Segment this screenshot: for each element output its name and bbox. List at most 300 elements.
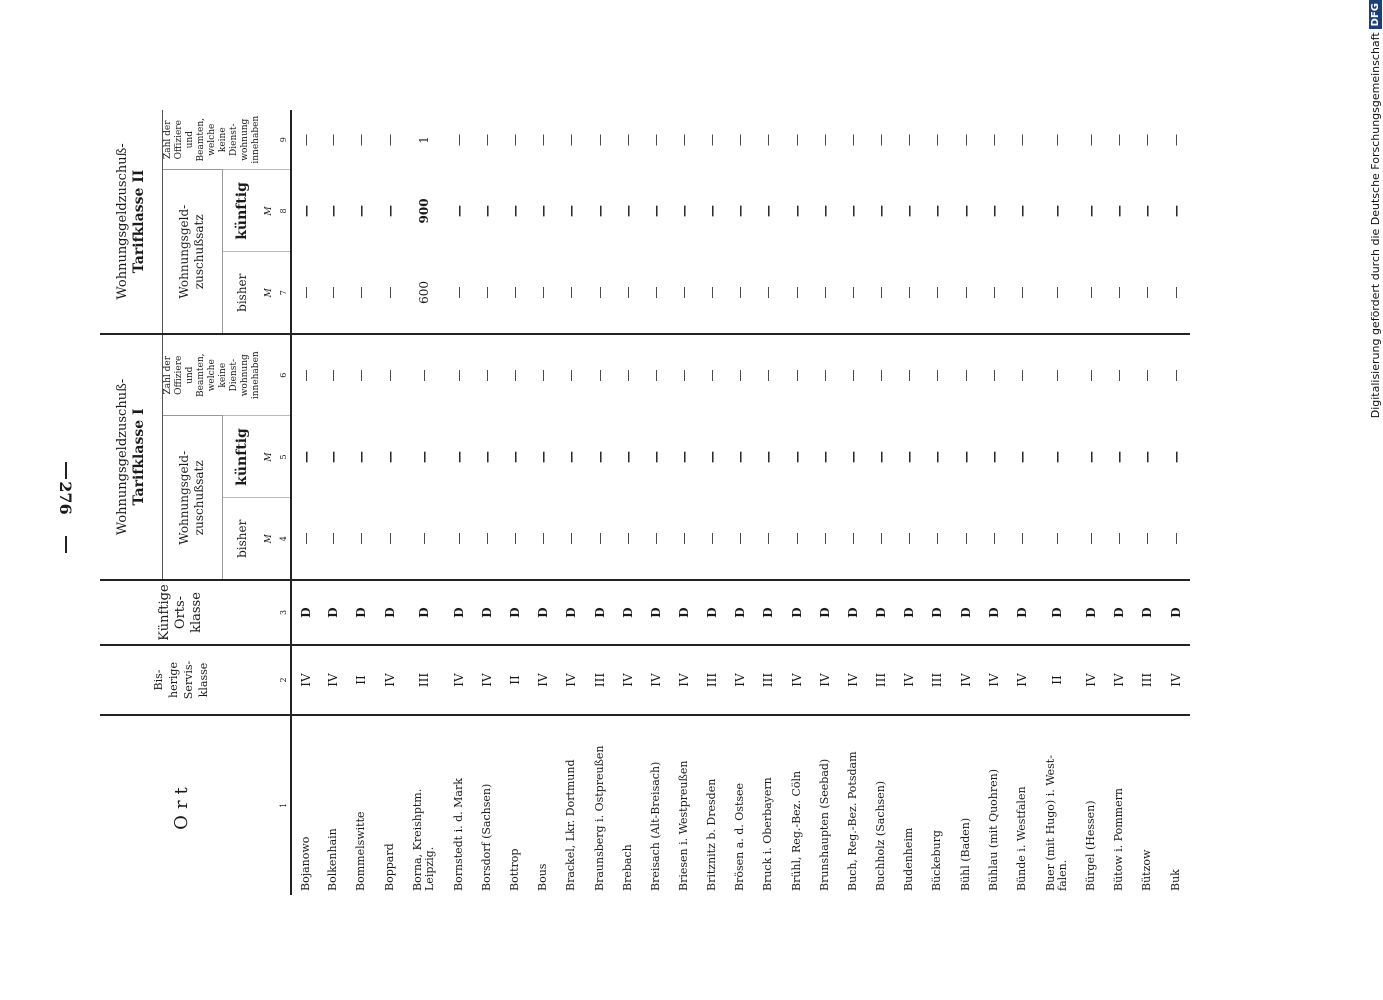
bisherige-servisklasse: IV <box>614 645 642 715</box>
header-tarifklasse-1-class: Tarifklasse I <box>130 408 147 506</box>
bisherige-servisklasse: IV <box>557 645 585 715</box>
header-bisherige-servisklasse: Bis- herige Servis- klasse <box>100 645 262 715</box>
tk1-kuenftig: — <box>479 451 494 463</box>
bisherige-servisklasse: IV <box>952 645 980 715</box>
place-name: Bützow <box>1133 715 1161 895</box>
tk2-zahl: — <box>677 133 692 146</box>
bisherige-servisklasse: IV <box>839 645 867 715</box>
table-row <box>952 110 980 895</box>
bisherige-servisklasse: II <box>1036 645 1077 715</box>
tk2-kuenftig: 900 <box>417 198 432 224</box>
bisherige-servisklasse: III <box>585 645 613 715</box>
table-row <box>839 110 867 895</box>
tk1-bisher: — <box>1168 532 1183 545</box>
tk1-kuenftig: — <box>761 451 776 463</box>
place-name: Braunsberg i. Ostpreußen <box>585 715 613 895</box>
tk2-bisher: — <box>1168 286 1183 299</box>
tk2-zahl: — <box>298 133 313 146</box>
place-name: Buchholz (Sachsen) <box>867 715 895 895</box>
place-name: Bommelswitte <box>347 715 375 895</box>
tk1-kuenftig: — <box>958 451 973 463</box>
header-tarifklasse-1 <box>100 334 162 580</box>
tk2-zahl: — <box>648 133 663 146</box>
tk2-bisher: — <box>845 286 860 299</box>
tk2-bisher: — <box>789 286 804 299</box>
tk2-bisher: — <box>451 286 466 299</box>
tk2-kuenftig: — <box>298 204 313 217</box>
tk2-zahl: — <box>705 133 720 146</box>
table-row <box>1105 110 1133 895</box>
place-name: Buer (mit Hugo) i. West- falen. <box>1036 715 1077 895</box>
tk2-kuenftig: — <box>902 204 917 217</box>
place-name: Borsdorf (Sachsen) <box>473 715 501 895</box>
tk2-kuenftig: — <box>930 204 945 217</box>
place-name: Buch, Reg.-Bez. Potsdam <box>839 715 867 895</box>
tk1-bisher: — <box>874 532 889 545</box>
tk2-bisher: — <box>479 286 494 299</box>
tk2-kuenftig: — <box>1014 204 1029 217</box>
kuenftige-ortsklasse: D <box>1008 580 1036 645</box>
tk2-bisher: — <box>382 286 397 299</box>
tk2-kuenftig: — <box>326 204 341 217</box>
bisherige-servisklasse: IV <box>319 645 347 715</box>
header-kuenftig-2: künftig <box>222 170 262 252</box>
table-row <box>1036 110 1077 895</box>
bisherige-servisklasse: III <box>404 645 445 715</box>
table-row <box>726 110 754 895</box>
header-satz-1: Wohnungsgeld- zuschußsatz <box>162 416 222 580</box>
table-row <box>867 110 895 895</box>
tk2-zahl: — <box>845 133 860 146</box>
header-bisher-2: bisher <box>222 252 262 334</box>
table-row <box>501 110 529 895</box>
tk2-kuenftig: — <box>958 204 973 217</box>
tk1-kuenftig: — <box>564 451 579 463</box>
kuenftige-ortsklasse: D <box>529 580 557 645</box>
tk1-bisher: — <box>479 532 494 545</box>
tk2-zahl: — <box>326 133 341 146</box>
bisherige-servisklasse: III <box>923 645 951 715</box>
table-row <box>404 110 445 895</box>
tk1-zahl: — <box>754 334 782 416</box>
place-name: Briesen i. Westpreußen <box>670 715 698 895</box>
table-row <box>698 110 726 895</box>
kuenftige-ortsklasse: D <box>501 580 529 645</box>
tk1-zahl: — <box>375 334 403 416</box>
tk2-zahl: — <box>1112 133 1127 146</box>
kuenftige-ortsklasse: D <box>670 580 698 645</box>
bisherige-servisklasse: IV <box>445 645 473 715</box>
tk2-zahl: — <box>479 133 494 146</box>
tk1-zahl: — <box>839 334 867 416</box>
kuenftige-ortsklasse: D <box>754 580 782 645</box>
place-name: Bürgel (Hessen) <box>1077 715 1105 895</box>
tk2-kuenftig: — <box>1084 204 1099 217</box>
tk2-kuenftig: — <box>845 204 860 217</box>
place-name: Boppard <box>375 715 403 895</box>
tk2-bisher: — <box>1049 286 1064 299</box>
tk1-kuenftig: — <box>733 451 748 463</box>
tk2-zahl: — <box>508 133 523 146</box>
currency-label: M <box>262 498 276 580</box>
tk1-kuenftig: — <box>298 451 313 463</box>
kuenftige-ortsklasse: D <box>867 580 895 645</box>
tk2-bisher: — <box>1084 286 1099 299</box>
tk1-kuenftig: — <box>1049 451 1064 463</box>
tk1-zahl: — <box>473 334 501 416</box>
tk2-zahl: — <box>761 133 776 146</box>
place-name: Bottrop <box>501 715 529 895</box>
tk2-bisher: — <box>761 286 776 299</box>
column-number: 5 <box>276 416 291 498</box>
tk2-kuenftig: — <box>1049 204 1064 217</box>
table-row <box>1077 110 1105 895</box>
tk2-zahl: — <box>536 133 551 146</box>
tk1-bisher: — <box>930 532 945 545</box>
tk1-kuenftig: — <box>1140 451 1155 463</box>
tk1-zahl: — <box>811 334 839 416</box>
tk1-zahl: — <box>923 334 951 416</box>
table-row <box>347 110 375 895</box>
tk1-kuenftig: — <box>789 451 804 463</box>
kuenftige-ortsklasse: D <box>642 580 670 645</box>
tk1-zahl: — <box>895 334 923 416</box>
tk2-bisher: — <box>902 286 917 299</box>
ortsklassen-table <box>100 110 1190 895</box>
tk1-bisher: — <box>620 532 635 545</box>
place-name: Britznitz b. Dresden <box>698 715 726 895</box>
place-name: Bous <box>529 715 557 895</box>
column-number: 7 <box>276 252 291 334</box>
bisherige-servisklasse: III <box>698 645 726 715</box>
tk2-zahl: — <box>930 133 945 146</box>
kuenftige-ortsklasse: D <box>347 580 375 645</box>
tk2-kuenftig: — <box>986 204 1001 217</box>
tk2-zahl: — <box>1140 133 1155 146</box>
place-name: Brühl, Reg.-Bez. Cöln <box>783 715 811 895</box>
bisherige-servisklasse: IV <box>980 645 1008 715</box>
tk1-zahl: — <box>557 334 585 416</box>
bisherige-servisklasse: III <box>1133 645 1161 715</box>
tk1-bisher: — <box>326 532 341 545</box>
place-name: Bojanowo <box>291 715 319 895</box>
table-row <box>1162 110 1191 895</box>
bisherige-servisklasse: IV <box>783 645 811 715</box>
tk1-kuenftig: — <box>354 451 369 463</box>
tk2-bisher: — <box>705 286 720 299</box>
tk1-zahl: — <box>670 334 698 416</box>
tk2-bisher: — <box>733 286 748 299</box>
tk1-kuenftig: — <box>508 451 523 463</box>
header-ort: Ort <box>100 715 262 895</box>
table-row <box>319 110 347 895</box>
bisherige-servisklasse: IV <box>1105 645 1133 715</box>
tk1-bisher: — <box>958 532 973 545</box>
tk1-bisher: — <box>564 532 579 545</box>
tk2-bisher: — <box>326 286 341 299</box>
place-name: Brunshaupten (Seebad) <box>811 715 839 895</box>
tk1-kuenftig: — <box>902 451 917 463</box>
tk1-bisher: — <box>417 532 432 545</box>
tk2-zahl: — <box>451 133 466 146</box>
table-row <box>529 110 557 895</box>
tk1-kuenftig: — <box>536 451 551 463</box>
tk2-kuenftig: — <box>1168 204 1183 217</box>
bisherige-servisklasse: IV <box>291 645 319 715</box>
tk1-kuenftig: — <box>705 451 720 463</box>
place-name: Budenheim <box>895 715 923 895</box>
tk2-zahl: — <box>874 133 889 146</box>
tk1-zahl: — <box>529 334 557 416</box>
tk2-bisher: — <box>592 286 607 299</box>
kuenftige-ortsklasse: D <box>923 580 951 645</box>
tk2-bisher: — <box>354 286 369 299</box>
table-row <box>642 110 670 895</box>
kuenftige-ortsklasse: D <box>473 580 501 645</box>
tk2-kuenftig: — <box>874 204 889 217</box>
header-zahl-1: Zahl der Offiziere und Beamten, welche keine Dienst- wohnung innehaben <box>162 334 262 416</box>
table-row <box>1008 110 1036 895</box>
tk1-bisher: — <box>298 532 313 545</box>
place-name: Borna, Kreishptm. Leipzig. <box>404 715 445 895</box>
tk1-zahl: — <box>445 334 473 416</box>
tk1-bisher: — <box>1049 532 1064 545</box>
tk2-zahl: — <box>564 133 579 146</box>
tk1-bisher: — <box>1140 532 1155 545</box>
column-number: 6 <box>276 334 291 416</box>
tk1-zahl: — <box>1133 334 1161 416</box>
tk1-bisher: — <box>508 532 523 545</box>
tk1-zahl: — <box>1008 334 1036 416</box>
tk1-bisher: — <box>354 532 369 545</box>
kuenftige-ortsklasse: D <box>698 580 726 645</box>
column-number: 9 <box>276 110 291 170</box>
place-name: Breisach (Alt-Breisach) <box>642 715 670 895</box>
table-body <box>291 110 1190 895</box>
tk1-kuenftig: — <box>677 451 692 463</box>
tk1-kuenftig: — <box>930 451 945 463</box>
kuenftige-ortsklasse: D <box>839 580 867 645</box>
tk1-bisher: — <box>902 532 917 545</box>
tk1-zahl: — <box>347 334 375 416</box>
tk1-bisher: — <box>845 532 860 545</box>
bisherige-servisklasse: II <box>347 645 375 715</box>
tk1-kuenftig: — <box>326 451 341 463</box>
kuenftige-ortsklasse: D <box>614 580 642 645</box>
tk1-bisher: — <box>451 532 466 545</box>
tk2-kuenftig: — <box>479 204 494 217</box>
tk2-kuenftig: — <box>564 204 579 217</box>
tk1-zahl: — <box>319 334 347 416</box>
bisherige-servisklasse: IV <box>1077 645 1105 715</box>
tk1-zahl: — <box>952 334 980 416</box>
tk2-kuenftig: — <box>1112 204 1127 217</box>
tk2-zahl: — <box>620 133 635 146</box>
tk1-bisher: — <box>1084 532 1099 545</box>
tk2-bisher: — <box>536 286 551 299</box>
tk2-kuenftig: — <box>817 204 832 217</box>
rotated-page <box>100 110 1190 895</box>
tk2-bisher: — <box>677 286 692 299</box>
place-name: Bolkenhain <box>319 715 347 895</box>
currency-label: M <box>262 170 276 252</box>
table-row <box>473 110 501 895</box>
tk1-zahl: — <box>1036 334 1077 416</box>
kuenftige-ortsklasse: D <box>585 580 613 645</box>
credit-text: Digitalisierung gefördert durch die Deutsche Forschungsgemeinschaft <box>1368 32 1382 419</box>
column-number: 1 <box>276 715 291 895</box>
bisherige-servisklasse: IV <box>1008 645 1036 715</box>
tk2-kuenftig: — <box>620 204 635 217</box>
header-kuenftig-1: künftig <box>222 416 262 498</box>
tk1-zahl: — <box>585 334 613 416</box>
kuenftige-ortsklasse: D <box>1133 580 1161 645</box>
tk2-zahl: — <box>1084 133 1099 146</box>
tk1-kuenftig: — <box>417 451 432 463</box>
tk1-kuenftig: — <box>620 451 635 463</box>
table-row <box>811 110 839 895</box>
table-row <box>783 110 811 895</box>
place-name: Bühl (Baden) <box>952 715 980 895</box>
header-tarifklasse-1-title: Wohnungsgeldzuschuß- <box>114 378 130 536</box>
tk2-kuenftig: — <box>789 204 804 217</box>
tk1-bisher: — <box>705 532 720 545</box>
tk2-zahl: — <box>1168 133 1183 146</box>
table-row <box>614 110 642 895</box>
tk1-zahl: — <box>614 334 642 416</box>
tk2-bisher: — <box>986 286 1001 299</box>
table-row <box>291 110 319 895</box>
bisherige-servisklasse: IV <box>473 645 501 715</box>
column-number: 8 <box>276 170 291 252</box>
place-name: Bühlau (mit Quohren) <box>980 715 1008 895</box>
kuenftige-ortsklasse: D <box>445 580 473 645</box>
tk1-bisher: — <box>592 532 607 545</box>
tk2-kuenftig: — <box>508 204 523 217</box>
tk1-zahl: — <box>698 334 726 416</box>
bisherige-servisklasse: IV <box>670 645 698 715</box>
tk1-zahl: — <box>980 334 1008 416</box>
table-row <box>980 110 1008 895</box>
header-tarifklasse-2 <box>100 110 162 334</box>
bisherige-servisklasse: IV <box>529 645 557 715</box>
tk2-zahl: — <box>902 133 917 146</box>
kuenftige-ortsklasse: D <box>291 580 319 645</box>
column-number: 4 <box>276 498 291 580</box>
tk1-zahl: — <box>501 334 529 416</box>
tk2-bisher: — <box>958 286 973 299</box>
tk2-zahl: — <box>789 133 804 146</box>
tk1-kuenftig: — <box>874 451 889 463</box>
tk1-zahl: — <box>1105 334 1133 416</box>
kuenftige-ortsklasse: D <box>811 580 839 645</box>
place-name: Brösen a. d. Ostsee <box>726 715 754 895</box>
tk2-zahl: — <box>817 133 832 146</box>
table-row <box>670 110 698 895</box>
tk2-zahl: — <box>1049 133 1064 146</box>
tk2-kuenftig: — <box>733 204 748 217</box>
bisherige-servisklasse: IV <box>895 645 923 715</box>
tk1-kuenftig: — <box>1014 451 1029 463</box>
place-name: Bückeburg <box>923 715 951 895</box>
credit-line <box>1368 0 1382 1000</box>
dfg-logo: DFG <box>1369 0 1382 29</box>
kuenftige-ortsklasse: D <box>1105 580 1133 645</box>
tk2-zahl: — <box>986 133 1001 146</box>
kuenftige-ortsklasse: D <box>319 580 347 645</box>
place-name: Bünde i. Westfalen <box>1008 715 1036 895</box>
tk1-bisher: — <box>536 532 551 545</box>
tk2-bisher: — <box>298 286 313 299</box>
tk2-kuenftig: — <box>382 204 397 217</box>
tk2-zahl: — <box>733 133 748 146</box>
kuenftige-ortsklasse: D <box>726 580 754 645</box>
tk1-bisher: — <box>817 532 832 545</box>
tk2-bisher: — <box>817 286 832 299</box>
bisherige-servisklasse: III <box>867 645 895 715</box>
tk2-kuenftig: — <box>354 204 369 217</box>
table-row <box>557 110 585 895</box>
header-zahl-2: Zahl der Offiziere und Beamten, welche keine Dienst- wohnung innehaben <box>162 115 261 164</box>
kuenftige-ortsklasse: D <box>404 580 445 645</box>
tk2-bisher: 600 <box>417 281 432 304</box>
tk2-zahl: — <box>958 133 973 146</box>
tk2-zahl: 1 <box>417 136 432 144</box>
kuenftige-ortsklasse: D <box>952 580 980 645</box>
tk1-kuenftig: — <box>1084 451 1099 463</box>
tk1-kuenftig: — <box>648 451 663 463</box>
tk2-bisher: — <box>874 286 889 299</box>
kuenftige-ortsklasse: D <box>783 580 811 645</box>
tk2-bisher: — <box>930 286 945 299</box>
table-row <box>445 110 473 895</box>
bisherige-servisklasse: III <box>754 645 782 715</box>
tk1-zahl: — <box>1077 334 1105 416</box>
bisherige-servisklasse: II <box>501 645 529 715</box>
tk2-kuenftig: — <box>592 204 607 217</box>
bisherige-servisklasse: IV <box>811 645 839 715</box>
bisherige-servisklasse: IV <box>1162 645 1191 715</box>
tk1-zahl: — <box>642 334 670 416</box>
tk2-bisher: — <box>648 286 663 299</box>
tk1-zahl: — <box>404 334 445 416</box>
header-tarifklasse-2-class: Tarifklasse II <box>130 169 147 274</box>
place-name: Buk <box>1162 715 1191 895</box>
tk1-bisher: — <box>1112 532 1127 545</box>
tk2-kuenftig: — <box>1140 204 1155 217</box>
kuenftige-ortsklasse: D <box>375 580 403 645</box>
tk2-bisher: — <box>508 286 523 299</box>
tk1-kuenftig: — <box>817 451 832 463</box>
tk2-kuenftig: — <box>536 204 551 217</box>
bisherige-servisklasse: IV <box>375 645 403 715</box>
tk1-kuenftig: — <box>986 451 1001 463</box>
table-row <box>754 110 782 895</box>
tk2-kuenftig: — <box>677 204 692 217</box>
tk1-zahl: — <box>867 334 895 416</box>
place-name: Brackel, Lkr. Dortmund <box>557 715 585 895</box>
tk2-bisher: — <box>564 286 579 299</box>
tk1-kuenftig: — <box>451 451 466 463</box>
table-row <box>1133 110 1161 895</box>
tk2-kuenftig: — <box>705 204 720 217</box>
tk2-bisher: — <box>1014 286 1029 299</box>
column-number: 2 <box>276 645 291 715</box>
tk2-zahl: — <box>592 133 607 146</box>
kuenftige-ortsklasse: D <box>1162 580 1191 645</box>
tk1-zahl: — <box>291 334 319 416</box>
tk1-kuenftig: — <box>382 451 397 463</box>
